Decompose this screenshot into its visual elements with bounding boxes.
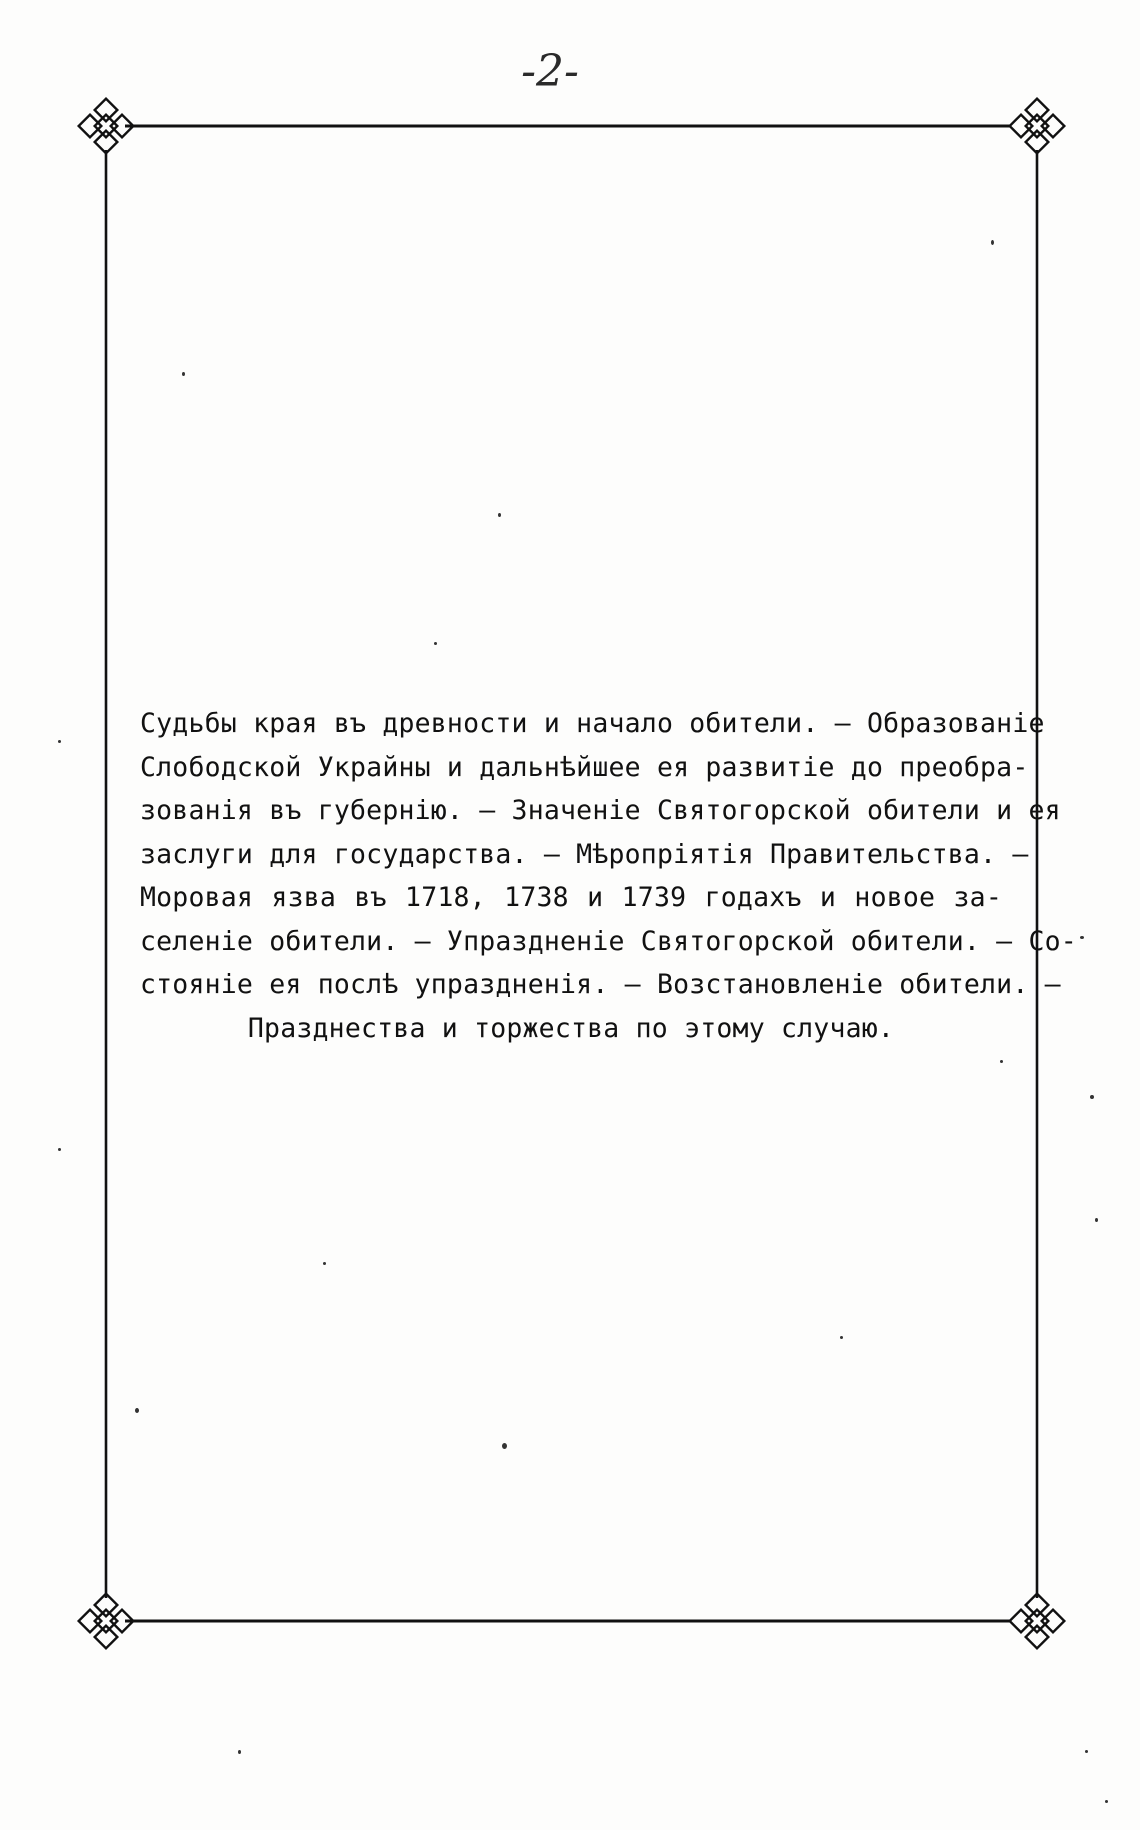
summary-line: Слободской Украйны и дальнѣйшее ея развитіе до преобра- [140, 751, 1029, 783]
scan-speck [1085, 1750, 1088, 1753]
summary-line: Моровая язва въ 1718, 1738 и 1739 годахъ и новое за- [140, 882, 1002, 913]
scan-speck [991, 240, 994, 245]
handwritten-page-number: -2- [521, 46, 579, 97]
scan-speck [238, 1750, 241, 1754]
chapter-summary [140, 702, 1077, 1050]
scan-speck [498, 513, 501, 517]
summary-line: стояніе ея послѣ упраздненія. — Возстановленіе обители. — [140, 969, 1061, 1000]
scan-speck [434, 642, 437, 645]
summary-line: зованія въ губернію. — Значеніе Святогорской обители и ея [140, 795, 1061, 826]
scan-speck [1105, 1800, 1108, 1803]
interlace-knot-icon [1010, 99, 1065, 154]
scan-speck [1000, 1060, 1003, 1063]
scan-speck [1095, 1218, 1098, 1222]
interlace-knot-icon [1010, 1594, 1065, 1649]
summary-line: заслуги для государства. — Мѣропріятія Правительства. — [140, 838, 1029, 870]
scan-speck [58, 740, 61, 743]
scan-speck [323, 1262, 326, 1265]
summary-line: селеніе обители. — Упраздненіе Святогорской обители. — Со- [140, 925, 1077, 957]
summary-line: Судьбы края въ древности и начало обители. — Образованіе [140, 708, 1045, 739]
scan-speck [502, 1443, 507, 1449]
scan-speck [840, 1336, 843, 1339]
summary-line-last: Празднества и торжества по этому случаю. [247, 1012, 895, 1044]
scan-speck [58, 1148, 61, 1151]
scan-speck [182, 372, 185, 376]
scan-speck [135, 1408, 139, 1413]
scan-speck [1090, 1095, 1094, 1099]
scan-speck [1080, 936, 1084, 939]
